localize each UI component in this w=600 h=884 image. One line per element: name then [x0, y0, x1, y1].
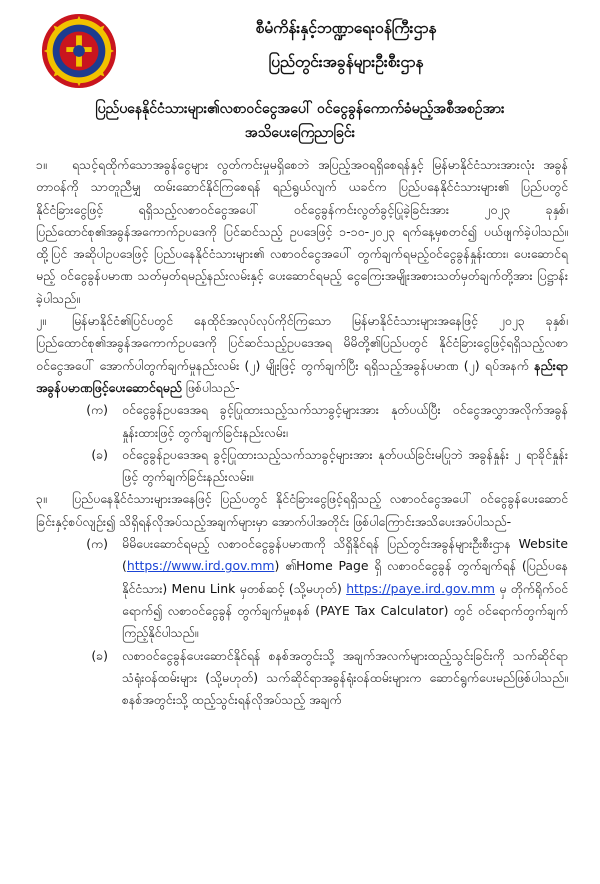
item-text: လစာဝင်ငွေခွန်ပေးဆောင်နိုင်ရန် စနစ်အတွင်းသို့ အချက်အလက်များထည့်သွင်းခြင်းကို သက်ဆိုင်ရာသံရုံးဝန်ထမ်းများ (သို့မဟုတ်) သက်ဆိုင်ရာအခွန်ရုံးဝန်ထမ်းများက ဆောင်ရွက်ပေးမည်ဖြစ်ပါသည်။ စနစ်အတွင်းသို့ ထည့်သွင်းရန်လိုအပ်သည့် အချက်	[122, 647, 568, 708]
subject-line-1: ပြည်ပနေနိုင်ငံသားများ၏လစာဝင်ငွေအပေါ် ဝင်ငွေခွန်ကောက်ခံမည့်အစီအစဉ်အား	[95, 101, 505, 117]
paragraph-text: မြန်မာနိုင်ငံ၏ပြင်ပတွင် နေထိုင်အလုပ်လုပ်ကိုင်ကြသော မြန်မာနိုင်ငံသားများအနေဖြင့် ၂၀၂၃ ခုနှစ်၊ ပြည်ထောင်စု၏အခွန်အကောက်ဥပဒေကို ပြင်ဆင်သည့်ဥပဒေအရ မိမိတို့၏ပြည်ပတွင် နိုင်ငံခြားငွေဖြင့်ရရှိသည့်လစာဝင်ငွေအပေါ် အောက်ပါတွက်ချက်မှုနည်းလမ်း (၂) မျိုးဖြင့် တွက်ချက်ပြီး ရရှိသည့်အခွန်ပမာဏ (၂) ရပ်အနက်	[36, 313, 568, 373]
item-text	[122, 533, 568, 644]
list-item	[36, 444, 568, 489]
paragraph-text: ဖြစ်ပါသည်-	[181, 379, 240, 395]
item-text-part: ) ၏Home Page ရှိ လစာဝင်ငွေခွန် တွက်ချက်ရန် (ပြည်ပနေနိုင်ငံသား) Menu Link မှတစ်ဆင့် (သို့မဟုတ်)	[122, 558, 568, 596]
paragraph-number: ၁။	[36, 157, 47, 172]
item-text-part: မိမိပေးဆောင်ရမည့် လစာဝင်ငွေခွန်ပမာဏကို သိရှိနိုင်ရန် ပြည်တွင်းအခွန်များဦးစီးဌာန Website (	[122, 536, 568, 574]
paragraph-1	[36, 154, 568, 310]
item-marker: (ခ)	[91, 647, 108, 663]
paragraph-number: ၃။	[36, 491, 47, 507]
paragraph-3	[36, 488, 568, 533]
item-marker: (က)	[86, 402, 108, 418]
item-text: ဝင်ငွေခွန်ဥပဒေအရ ခွင့်ပြုထားသည့်သက်သာခွင့်များအား နုတ်ပယ်ပြီး ဝင်ငွေအလွှာအလိုက်အခွန်နှုန်းထားဖြင့် တွက်ချက်ခြင်းနည်းလမ်း၊	[122, 402, 568, 440]
paragraph-text: ပြည်ပနေနိုင်ငံသားများအနေဖြင့် ပြည်ပတွင် နိုင်ငံခြားငွေဖြင့်ရရှိသည့် လစာဝင်ငွေအပေါ် ဝင်ငွေခွန်ပေးဆောင်ခြင်းနှင့်စပ်လျဉ်း၍ သိရှိရန်လိုအပ်သည့်အချက်များမှာ အောက်ပါအတိုင်း ဖြစ်ပါကြောင်းအသိပေးအပ်ပါသည်-	[36, 491, 568, 529]
list-item	[36, 645, 568, 712]
list-item	[36, 533, 568, 644]
item-text: ဝင်ငွေခွန်ဥပဒေအရ ခွင့်ပြုထားသည့်သက်သာခွင့်များအား နုတ်ပယ်ခြင်းမပြုဘဲ အခွန်နှုန်း ၂ ရာခိုင်နှုန်းဖြင့် တွက်ချက်ခြင်းနည်းလမ်း။	[122, 446, 568, 485]
ministry-name: စီမံကိန်းနှင့်ဘဏ္ဍာရေးဝန်ကြီးဌာန	[255, 19, 437, 37]
department-name: ပြည်တွင်းအခွန်များဦးစီးဌာန	[268, 53, 424, 71]
paragraph-number: ၂။	[36, 313, 46, 329]
item-marker: (က)	[86, 536, 108, 552]
announcement-body	[36, 154, 568, 711]
ird-website-link[interactable]: https://www.ird.gov.mm	[126, 558, 275, 574]
subject-line-2: အသိပေးကြေညာခြင်း	[244, 125, 356, 141]
paragraph-2	[36, 310, 568, 399]
list-item	[36, 399, 568, 444]
paragraph-text: ရသင့်ရထိုက်သောအခွန်ငွေများ လွတ်ကင်းမှုမရှိစေဘဲ အပြည့်အဝရရှိစေရန်နှင့် မြန်မာနိုင်ငံသားအားလုံး အခွန်တာဝန်ကို သာတူညီမျှ ထမ်းဆောင်နိုင်ကြစေရန် ရည်ရွယ်လျက် ယခင်က ပြည်ပနေနိုင်ငံသားများ၏ ပြည်ပတွင်နိုင်ငံခြားငွေဖြင့် ရရှိသည့်လစာဝင်ငွေအပေါ် ဝင်ငွေခွန်ကင်းလွတ်ခွင့်ပြုခဲ့ခြင်းအား ၂၀၂၃ ခုနှစ်၊ ပြည်ထောင်စု၏အခွန်အကောက်ဥပဒေကို ပြင်ဆင်သည့် ဥပဒေဖြင့် ၁-၁၀-၂၀၂၃ ရက်နေ့မှစတင်၍ ပယ်ဖျက်ခဲ့ပါသည်။ ထို့ပြင် အဆိုပါဥပဒေဖြင့် ပြည်ပနေနိုင်ငံသားများ၏ လစာဝင်ငွေအပေါ် တွက်ချက်ရမည့်ဝင်ငွေခွန်နှုန်းထား၊ ပေးဆောင်ရမည့် ဝင်ငွေခွန်ပမာဏ သတ်မှတ်ရမည့်နည်းလမ်းနှင့် ပေးဆောင်ရမည့် ငွေကြေးအမျိုးအစားသတ်မှတ်ချက်တို့အား ပြဋ္ဌာန်းခဲ့ပါသည်။	[36, 157, 568, 306]
emphasis-text: နည်းရာအခွန်ပမာဏဖြင့်ပေးဆောင်ရမည်	[36, 357, 568, 395]
paye-website-link[interactable]: https://paye.ird.gov.mm	[346, 580, 495, 596]
item-marker: (ခ)	[91, 446, 108, 462]
item-text-part: မှ တိုက်ရိုက်ဝင်ရောက်၍ လစာဝင်ငွေခွန် တွက်ချက်မှုစနစ် (PAYE Tax Calculator) တွင် ဝင်ရောက်တွက်ချက်ကြည့်နိုင်ပါသည်။	[122, 580, 569, 641]
ministry-emblem-icon	[40, 12, 118, 90]
